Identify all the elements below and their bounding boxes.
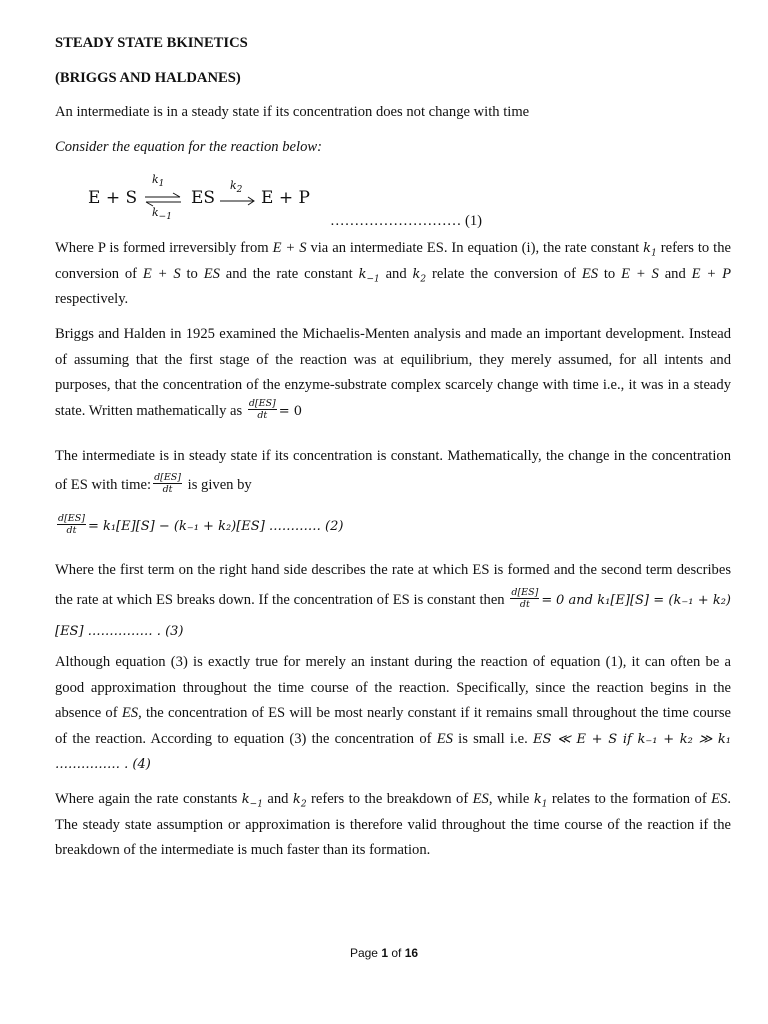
paragraph-rate-constants: Where P is formed irreversibly from E + S via an intermediate ES. In equation (i), the rate constant $k_1$ refers to the conversion of E + S to ES and the rate constant $k_{-1}$ and $k_2$ relate the conversion of ES to E + S and E + P respectively. <box>55 240 731 307</box>
equation-1-number: ……………………… (1) <box>330 213 483 229</box>
reaction-intro: Consider the equation for the reaction below: <box>55 139 322 155</box>
k2-symbol: $k_2$ <box>292 792 307 810</box>
intro-paragraph: An intermediate is in a steady state if its concentration does not change with time <box>55 104 530 120</box>
derivative-fraction: $\frac{d[ES]}{dt}$ <box>248 397 276 421</box>
paragraph-conclusion: Where again the rate constants $k_{-1}$ and $k_2$ refers to the breakdown of ES, while $k_1$ relates to the formation of ES. The steady state assumption or approximation is therefore valid throughout the time course of the reaction if the breakdown of the intermediate is much faster than its formation. <box>55 791 732 858</box>
rate-constant-k1: $k_1$ <box>152 173 165 190</box>
derivative-fraction: $\frac{d[ES]}{dt}$ <box>58 513 85 537</box>
equation-4: ES ≪ E + S if k₋₁ + k₂ ≫ k₁ …………… . (4) <box>55 731 731 772</box>
k1-symbol: $k_1$ <box>533 792 548 810</box>
k2-symbol: $k_2$ <box>412 266 427 285</box>
paragraph-approximation: Although equation (3) is exactly true for merely an instant during the reaction of equation (1), it can often be a good approximation throughout the time course of the reaction. Specifically, since the reaction begins in the absence of ES, the concentration of ES will be most nearly constant if it remains small throughout the time course of the reaction. According to equation (3) the concentration of ES is small i.e. ES ≪ E + S if k₋₁ + k₂ ≫ k₁ …………… . (4) <box>55 654 732 772</box>
page-number-footer: Page 1 of 16 <box>349 946 419 960</box>
products: E + P <box>261 188 310 208</box>
equation-3: 0 and k₁[E][S] = (k₋₁ + k₂)[ES] …………… . (3) <box>55 593 732 639</box>
k-1-symbol: $k_{-1}$ <box>241 792 263 810</box>
rate-constant-k2: $k_2$ <box>230 179 243 196</box>
equation-2: $\frac{d[ES]}{dt}$ = k₁[E][S] − (k₋₁ + k₂)[ES] ………… (2) <box>58 513 344 537</box>
document-subtitle: (BRIGGS AND HALDANES) <box>55 70 241 86</box>
paragraph-briggs-haldane: Briggs and Halden in 1925 examined the Michaelis-Menten analysis and made an important development. Instead of assuming that the first stage of the reaction was at equilibrium, they merely assumed, for all intents and purposes, that the concentration of the enzyme-substrate complex scarcely change with time i.e., it was in a steady state. Written mathematically as $\frac{d[ES]}{dt}$ = 0 <box>55 326 731 421</box>
document-title: STEADY STATE BKINETICS <box>55 35 248 51</box>
rate-constant-k-1: $k_{-1}$ <box>152 206 172 223</box>
reactants: E + S <box>88 188 138 208</box>
k1-symbol: $k_1$ <box>643 241 657 259</box>
paragraph-equation-3: Where the first term on the right hand side describes the rate at which ES is formed and the second term describes the rate at which ES breaks down. If the concentration of ES is constant then $\frac{d[ES]}{dt}$ = 0 and k₁[E][S] = (k₋₁ + k₂)[ES] …………… . (3) <box>55 562 732 639</box>
forward-arrow-icon <box>219 196 257 206</box>
derivative-fraction: $\frac{d[ES]}{dt}$ <box>511 587 539 611</box>
k-1-symbol: $k_{-1}$ <box>358 266 380 285</box>
complex-es: ES <box>191 188 216 208</box>
paragraph-steady-state: The intermediate is in steady state if its concentration is constant. Mathematically, the change in the concentration of ES with time: $\frac{d[ES]}{dt}$ is given by <box>55 448 731 496</box>
derivative-fraction: $\frac{d[ES]}{dt}$ <box>154 472 182 496</box>
